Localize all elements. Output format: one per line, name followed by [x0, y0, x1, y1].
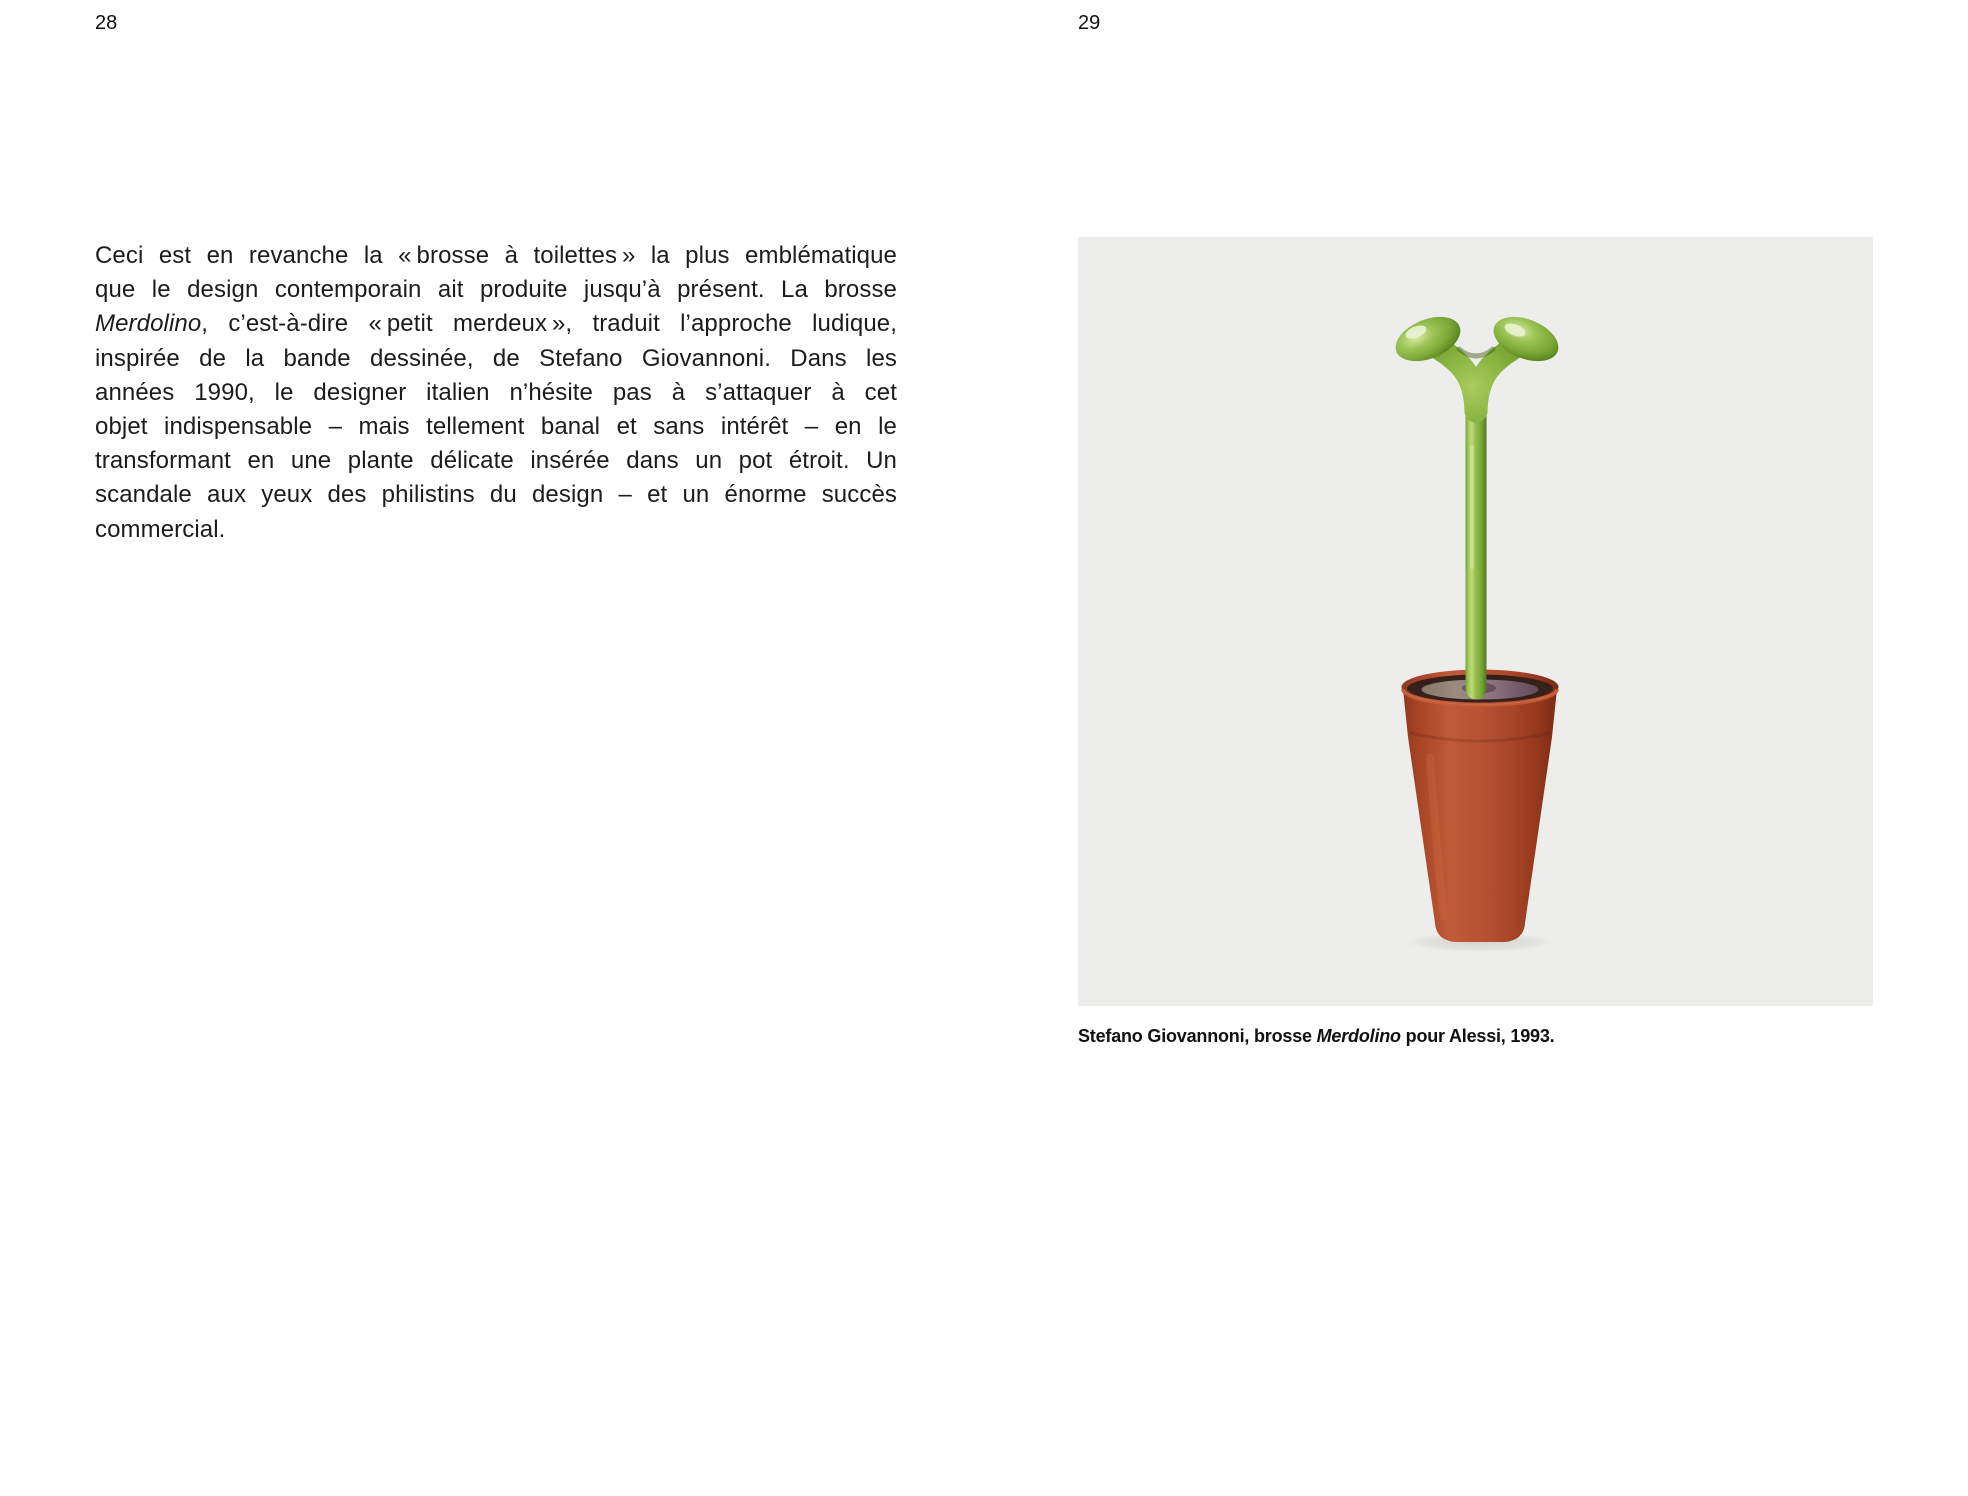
- text-segment: années 1990, le designer italien n’hésite pas à s’attaquer à cet: [95, 378, 897, 406]
- body-text: [95, 239, 897, 547]
- merdolino-illustration: [1078, 237, 1873, 1006]
- body-line: [95, 307, 897, 341]
- body-line: [95, 444, 897, 478]
- page-number-left: 28: [95, 12, 118, 34]
- body-line: [95, 376, 897, 410]
- text-segment: commercial.: [95, 515, 226, 543]
- body-line: [95, 410, 897, 444]
- text-segment: Ceci est en revanche la « brosse à toilettes » la plus emblématique: [95, 242, 897, 269]
- text-segment: inspirée de la bande dessinée, de Stefano Giovannoni. Dans les: [95, 344, 897, 372]
- body-line: [95, 239, 897, 273]
- body-line: [95, 513, 897, 547]
- body-line: [95, 342, 897, 376]
- text-segment: scandale aux yeux des philistins du design – et un énorme succès: [95, 481, 897, 509]
- body-line: [95, 478, 897, 512]
- text-segment: que le design contemporain ait produite jusqu’à présent. La brosse: [95, 276, 897, 304]
- text-segment: Stefano Giovannoni, brosse: [1078, 1026, 1317, 1046]
- text-segment: pour Alessi, 1993.: [1400, 1026, 1555, 1046]
- italic-text: Merdolino: [95, 310, 202, 338]
- page-number-right: 29: [1078, 12, 1101, 34]
- text-segment: objet indispensable – mais tellement banal et sans intérêt – en le: [95, 413, 897, 441]
- text-segment: , c’est-à-dire « petit merdeux », traduit l’approche ludique,: [201, 310, 897, 338]
- body-line: [95, 273, 897, 307]
- figure-caption: [1078, 1023, 1554, 1049]
- italic-text: Merdolino: [1316, 1026, 1401, 1046]
- text-segment: transformant en une plante délicate insérée dans un pot étroit. Un: [95, 447, 897, 475]
- figure-image: [1078, 237, 1873, 1006]
